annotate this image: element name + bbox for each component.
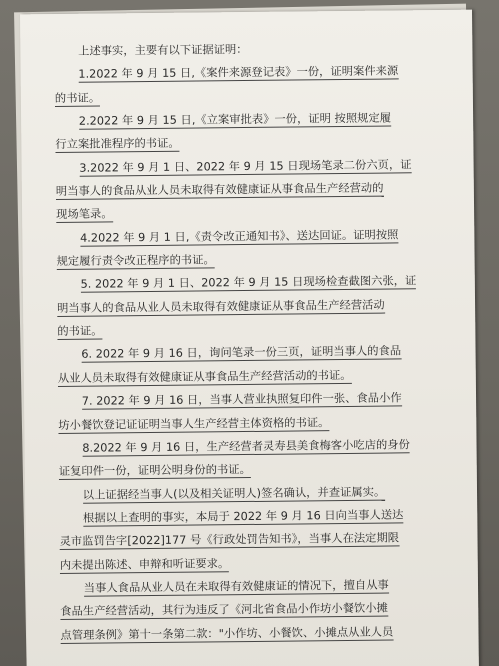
evidence-7-line-2: 坊小餐饮登记证证明当事人生产经营主体资格的书证。	[58, 415, 330, 432]
evidence-item-5	[57, 269, 462, 343]
violation-line-2: 食品生产经营活动，其行为违反了《河北省食品小作坊小餐饮小摊	[60, 601, 388, 619]
evidence-3-line-1: 3.2022 年 9 月 1 日、2022 年 9 月 15 日现场笔录二份六页，证	[79, 157, 412, 175]
evidence-item-1	[55, 59, 459, 110]
violation-paragraph	[60, 573, 465, 647]
evidence-5-line-1: 5. 2022 年 9 月 1 日、2022 年 9 月 15 日现场检查截图六张，证	[80, 274, 417, 292]
evidence-5-line-2: 明当事人的食品从业人员未取得有效健康证从事食品生产经营活动	[57, 298, 385, 315]
notice-paragraph	[59, 503, 464, 577]
notice-line-3: 内未提出陈述、申辩和听证要求。	[59, 556, 230, 572]
evidence-2-line-2: 行立案批准程序的书证。	[55, 137, 180, 152]
evidence-1-line-2: 的书证。	[54, 91, 101, 105]
evidence-8-line-2: 证复印件一份，证明公明身份的书证。	[58, 463, 251, 479]
document-body	[54, 36, 464, 647]
evidence-7-line-1: 7. 2022 年 9 月 16 日，当事人营业执照复印件一张、食品小作	[81, 391, 402, 408]
evidence-8-line-1: 8.2022 年 9 月 16 日，生产经营者灵寿县美食梅客小吃店的身份	[82, 438, 410, 455]
document-page	[20, 10, 479, 666]
evidence-item-4	[56, 223, 460, 274]
evidence-item-2	[55, 106, 459, 157]
evidence-3-line-2: 明当事人的食品从业人员未取得有效健康证从事食品生产经营动的	[55, 181, 384, 199]
evidence-item-6	[57, 339, 461, 390]
violation-line-1: 当事人食品从业人员在未取得有效健康证的情况下，擅自从事	[83, 578, 389, 595]
intro-line: 上述事实，主要有以下证据证明：	[78, 42, 248, 58]
evidence-4-line-2: 规定履行责令改正程序的书证。	[56, 253, 215, 269]
evidence-1-line-1: 1.2022 年 9 月 15 日,《案件来源登记表》一份，证明案件来源	[78, 64, 399, 82]
evidence-5-line-3: 的书证。	[57, 324, 103, 339]
confirmation-line-1: 以上证据经当事人(以及相关证明人)签名确认，并查证属实。	[82, 485, 386, 502]
notice-line-1: 根据以上查明的事实，本局于 2022 年 9 月 16 日向当事人送达	[82, 508, 404, 525]
evidence-4-line-1: 4.2022 年 9 月 1 日,《责令改正通知书》、送达回证。证明按照	[80, 228, 399, 245]
violation-line-3: 点管理条例》第十一条第二款："小作坊、小餐饮、小摊点从业人员	[60, 625, 394, 642]
evidence-2-line-1: 2.2022 年 9 月 15 日,《立案审批表》一份，证明 按照规定履	[78, 111, 392, 128]
evidence-6-line-1: 6. 2022 年 9 月 16 日，询问笔录一份三页，证明当事人的食品	[81, 344, 402, 362]
notice-line-2: 灵市监罚告字[2022]177 号《行政处罚告知书》，当事人在法定期限	[59, 531, 400, 549]
evidence-6-line-2: 从业人员未取得有效健康证从事食品生产经营活动的书证。	[57, 368, 352, 385]
evidence-item-7	[58, 386, 462, 437]
evidence-item-3	[56, 152, 461, 226]
evidence-item-8	[58, 433, 462, 484]
evidence-3-line-3: 现场笔录。	[56, 207, 113, 222]
